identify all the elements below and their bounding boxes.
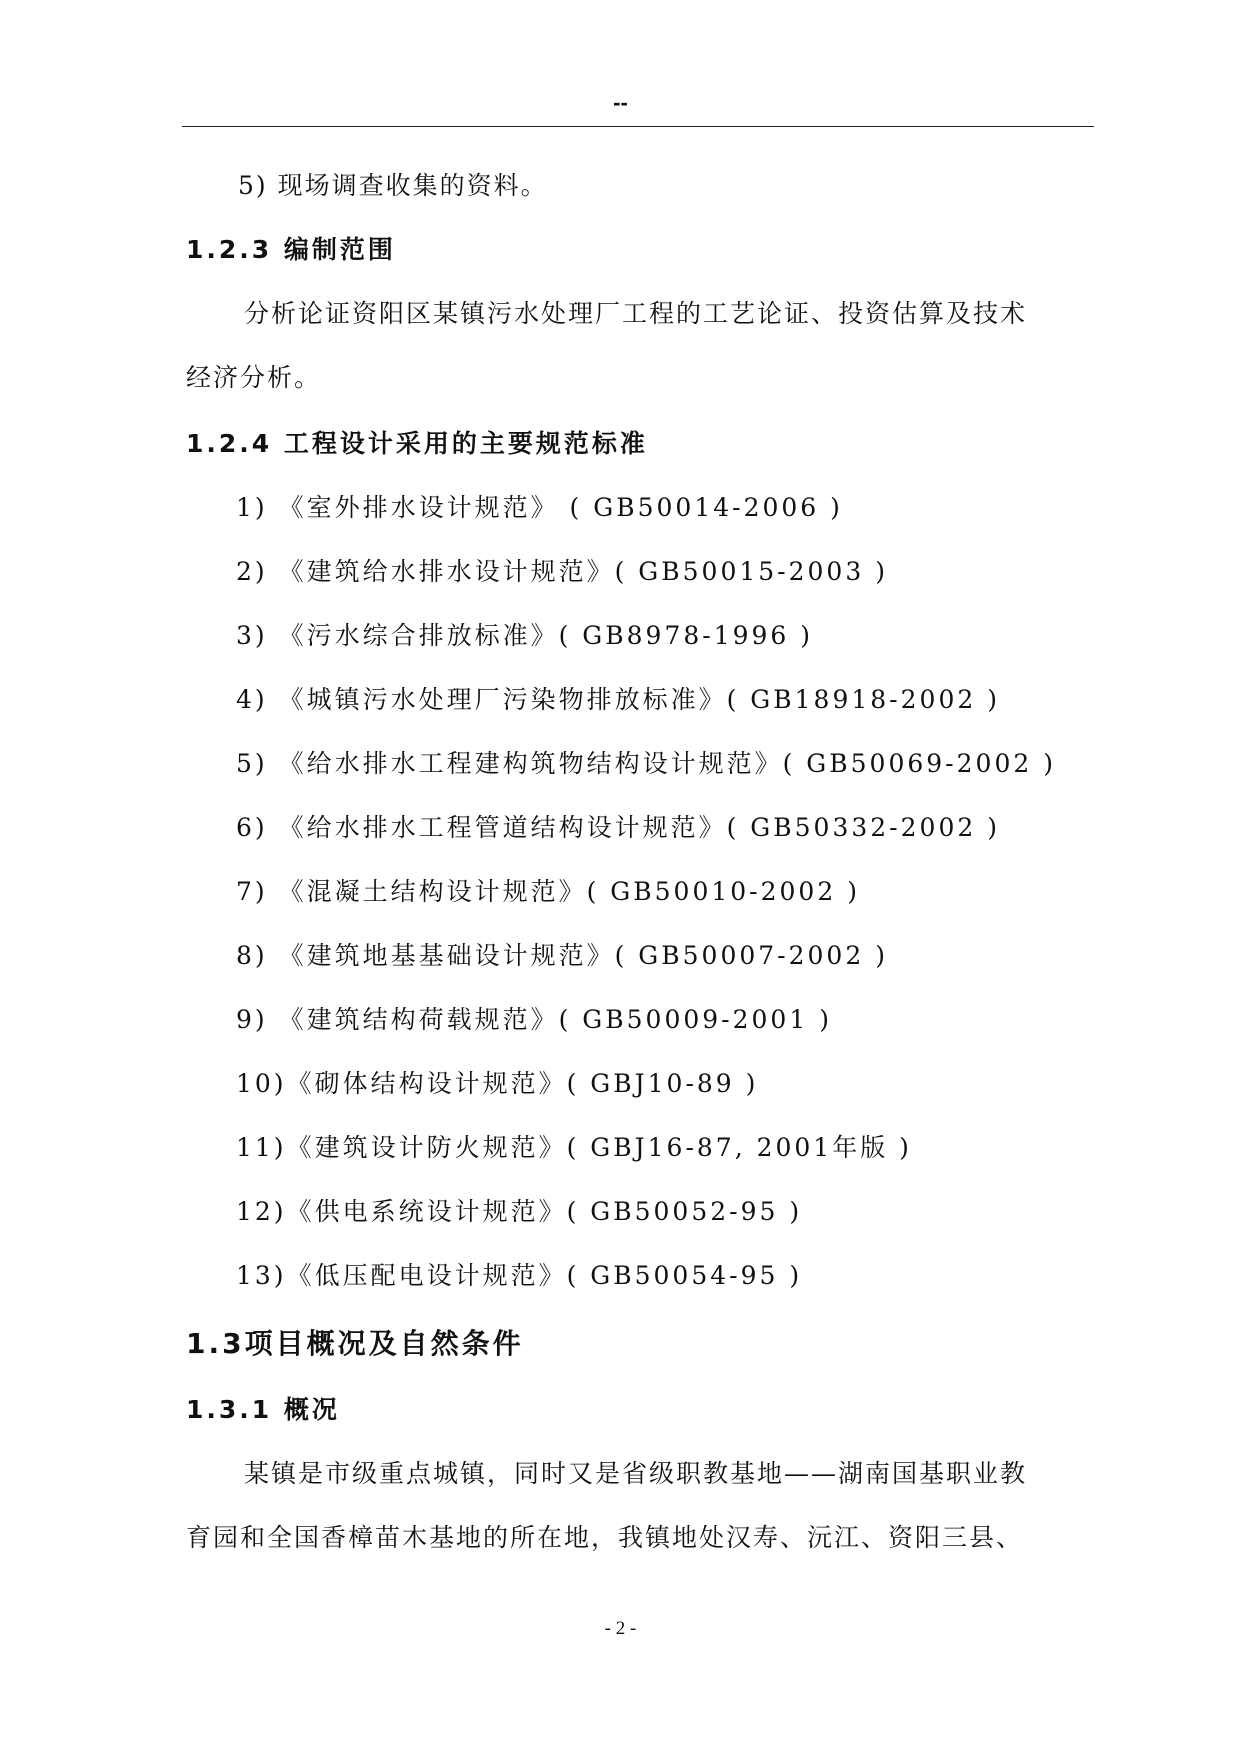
section-1-2-3-paragraph-line-1: 分析论证资阳区某镇污水处理厂工程的工艺论证、投资估算及技术 [244, 299, 1028, 328]
standard-item-1: 1) 《室外排水设计规范》 ( GB50014-2006 ) [236, 493, 843, 522]
page-number: - 2 - [604, 1618, 637, 1639]
standard-item-10: 10)《砌体结构设计规范》( GBJ10-89 ) [236, 1069, 759, 1098]
intro-item: 5) 现场调查收集的资料。 [238, 171, 548, 200]
header-mark: -- [613, 90, 628, 115]
standard-item-4: 4) 《城镇污水处理厂污染物排放标准》( GB18918-2002 ) [236, 685, 1000, 714]
section-1-2-3-paragraph-line-2: 经济分析。 [186, 363, 322, 392]
section-1-2-3-heading: 1.2.3 编制范围 [186, 235, 396, 264]
section-1-3-1-paragraph-line-1: 某镇是市级重点城镇，同时又是省级职教基地——湖南国基职业教 [244, 1459, 1028, 1488]
standard-item-9: 9) 《建筑结构荷载规范》( GB50009-2001 ) [236, 1005, 832, 1034]
standard-item-6: 6) 《给水排水工程管道结构设计规范》( GB50332-2002 ) [236, 813, 1000, 842]
standard-item-5: 5) 《给水排水工程建构筑物结构设计规范》( GB50069-2002 ) [236, 749, 1056, 778]
standard-item-7: 7) 《混凝土结构设计规范》( GB50010-2002 ) [236, 877, 860, 906]
standard-item-11: 11)《建筑设计防火规范》( GBJ16-87, 2001年版 ) [236, 1133, 912, 1162]
header-rule [182, 126, 1094, 127]
section-1-2-4-heading: 1.2.4 工程设计采用的主要规范标准 [186, 429, 648, 458]
standard-item-2: 2) 《建筑给水排水设计规范》( GB50015-2003 ) [236, 557, 888, 586]
section-1-3-1-heading: 1.3.1 概况 [186, 1395, 340, 1424]
standard-item-13: 13)《低压配电设计规范》( GB50054-95 ) [236, 1261, 803, 1290]
standard-item-8: 8) 《建筑地基基础设计规范》( GB50007-2002 ) [236, 941, 888, 970]
section-1-3-heading: 1.3项目概况及自然条件 [186, 1327, 524, 1360]
standard-item-12: 12)《供电系统设计规范》( GB50052-95 ) [236, 1197, 803, 1226]
section-1-3-1-paragraph-line-2: 育园和全国香樟苗木基地的所在地，我镇地处汉寿、沅江、资阳三县、 [186, 1523, 1024, 1552]
standard-item-3: 3) 《污水综合排放标准》( GB8978-1996 ) [236, 621, 814, 650]
